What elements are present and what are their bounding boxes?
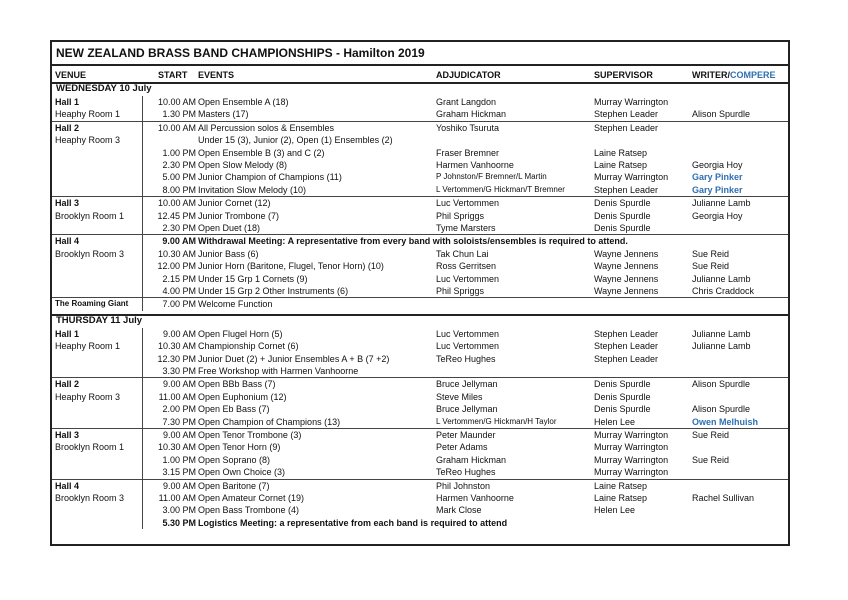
adjudicator-cell: Harmen Vanhoorne bbox=[436, 160, 514, 170]
writer-cell: Alison Spurdle bbox=[692, 109, 751, 120]
adjudicator-cell: Peter Adams bbox=[436, 442, 488, 453]
event-cell: Open Bass Trombone (4) bbox=[198, 505, 300, 516]
writer-cell: Sue Reid bbox=[692, 261, 730, 272]
header-writer: WRITER/ bbox=[692, 70, 730, 80]
supervisor-cell: Murray Warrington bbox=[594, 172, 669, 183]
start-time-cell: 12.00 PM bbox=[157, 261, 196, 272]
adjudicator-cell: Grant Langdon bbox=[436, 97, 497, 107]
venue-cell: Heaphy Room 1 bbox=[55, 109, 121, 120]
header-writer-compere bbox=[692, 70, 776, 80]
adjudicator-cell: Phil Spriggs bbox=[436, 286, 485, 296]
start-time-cell: 3.15 PM bbox=[162, 467, 196, 478]
adjudicator-cell: Peter Maunder bbox=[436, 430, 496, 440]
writer-cell: Julianne Lamb bbox=[692, 328, 751, 339]
writer-cell: Alison Spurdle bbox=[692, 379, 751, 390]
supervisor-cell: Wayne Jennens bbox=[594, 286, 659, 296]
adjudicator-cell: Tyme Marsters bbox=[436, 223, 496, 233]
writer-cell: Sue Reid bbox=[692, 430, 730, 440]
supervisor-cell: Wayne Jennens bbox=[594, 248, 659, 259]
start-time-cell: 12.30 PM bbox=[157, 353, 196, 364]
header-events: EVENTS bbox=[198, 70, 235, 80]
writer-cell: Georgia Hoy bbox=[692, 160, 743, 170]
supervisor-cell: Laine Ratsep bbox=[594, 147, 648, 158]
day-divider bbox=[52, 314, 788, 316]
supervisor-cell: Murray Warrington bbox=[594, 97, 669, 107]
adjudicator-cell: Luc Vertommen bbox=[436, 273, 500, 284]
adjudicator-cell: L Vertommen/G Hickman/T Bremner bbox=[436, 184, 565, 194]
venue-cell: Heaphy Room 3 bbox=[55, 391, 121, 402]
event-cell: Under 15 (3), Junior (2), Open (1) Ensembles (2) bbox=[198, 135, 393, 146]
supervisor-cell: Denis Spurdle bbox=[594, 223, 651, 233]
event-cell: Junior Duet (2) + Junior Ensembles A + B (7 +2) bbox=[198, 353, 390, 364]
start-time-cell: 10.30 AM bbox=[157, 248, 196, 259]
event-cell: Under 15 Grp 1 Cornets (9) bbox=[198, 273, 308, 284]
supervisor-cell: Denis Spurdle bbox=[594, 210, 651, 221]
start-time-cell: 2.00 PM bbox=[162, 404, 196, 415]
start-time-cell: 2.15 PM bbox=[162, 273, 196, 284]
event-cell: Free Workshop with Harmen Vanhoorne bbox=[198, 366, 359, 376]
header-adjudicator: ADJUDICATOR bbox=[436, 70, 501, 80]
start-time-cell: 1.30 PM bbox=[162, 109, 196, 120]
start-time-cell: 12.45 PM bbox=[157, 210, 196, 221]
day-divider bbox=[52, 82, 788, 84]
start-time-cell: 10.00 AM bbox=[157, 122, 196, 133]
supervisor-cell: Stephen Leader bbox=[594, 328, 659, 339]
event-cell: Withdrawal Meeting: A representative from every band with soloists/ensembles is required to attend. bbox=[198, 236, 628, 247]
venue-cell: Heaphy Room 3 bbox=[55, 135, 121, 146]
supervisor-cell: Laine Ratsep bbox=[594, 493, 648, 503]
start-time-cell: 10.00 AM bbox=[157, 97, 196, 107]
venue-cell: Hall 4 bbox=[55, 480, 80, 491]
event-cell: Junior Champion of Champions (11) bbox=[198, 172, 342, 183]
venue-column-divider bbox=[142, 328, 143, 529]
supervisor-cell: Stephen Leader bbox=[594, 109, 659, 120]
event-cell: Open Champion of Champions (13) bbox=[198, 416, 341, 427]
header-start: START bbox=[158, 70, 188, 80]
event-cell: Masters (17) bbox=[198, 109, 249, 120]
adjudicator-cell: Steve Miles bbox=[436, 391, 483, 402]
writer-cell: Georgia Hoy bbox=[692, 210, 743, 221]
writer-cell: Rachel Sullivan bbox=[692, 493, 755, 503]
venue-cell: Heaphy Room 1 bbox=[55, 341, 121, 352]
start-time-cell: 2.30 PM bbox=[162, 223, 196, 233]
event-cell: Open Ensemble A (18) bbox=[198, 97, 289, 107]
adjudicator-cell: Ross Gerritsen bbox=[436, 261, 497, 272]
venue-cell: The Roaming Giant bbox=[55, 299, 129, 309]
venue-cell: Brooklyn Room 1 bbox=[55, 442, 125, 453]
start-time-cell: 9.00 AM bbox=[162, 430, 196, 440]
supervisor-cell: Wayne Jennens bbox=[594, 261, 659, 272]
writer-cell: Alison Spurdle bbox=[692, 404, 751, 415]
adjudicator-cell: Graham Hickman bbox=[436, 454, 507, 465]
header-venue: VENUE bbox=[55, 70, 87, 80]
writer-cell: Chris Craddock bbox=[692, 286, 755, 296]
adjudicator-cell: Graham Hickman bbox=[436, 109, 507, 120]
adjudicator-cell: Phil Johnston bbox=[436, 480, 491, 491]
day-heading: THURSDAY 11 July bbox=[56, 314, 143, 326]
event-cell: Open Duet (18) bbox=[198, 223, 261, 233]
venue-cell: Hall 3 bbox=[55, 198, 80, 209]
supervisor-cell: Helen Lee bbox=[594, 505, 636, 516]
event-cell: All Percussion solos & Ensembles bbox=[198, 122, 335, 133]
supervisor-cell: Murray Warrington bbox=[594, 467, 669, 478]
start-time-cell: 9.00 AM bbox=[162, 236, 196, 247]
venue-column-divider bbox=[142, 96, 143, 311]
venue-cell: Hall 1 bbox=[55, 328, 80, 339]
supervisor-cell: Murray Warrington bbox=[594, 454, 669, 465]
writer-cell: Owen Melhuish bbox=[692, 416, 759, 427]
start-time-cell: 9.00 AM bbox=[162, 328, 196, 339]
start-time-cell: 11.00 AM bbox=[158, 391, 196, 402]
event-cell: Open Soprano (8) bbox=[198, 454, 271, 465]
event-cell: Open BBb Bass (7) bbox=[198, 379, 276, 390]
schedule-sheet bbox=[50, 40, 790, 546]
adjudicator-cell: TeReo Hughes bbox=[436, 353, 496, 364]
venue-cell: Hall 1 bbox=[55, 97, 80, 107]
writer-cell: Sue Reid bbox=[692, 248, 730, 259]
adjudicator-cell: Bruce Jellyman bbox=[436, 379, 498, 390]
writer-cell: Sue Reid bbox=[692, 454, 730, 465]
start-time-cell: 1.00 PM bbox=[162, 454, 196, 465]
event-cell: Junior Horn (Baritone, Flugel, Tenor Horn) (10) bbox=[198, 261, 384, 272]
event-cell: Invitation Slow Melody (10) bbox=[198, 184, 307, 195]
adjudicator-cell: Luc Vertommen bbox=[436, 341, 500, 352]
header-supervisor: SUPERVISOR bbox=[594, 70, 653, 80]
writer-cell: Gary Pinker bbox=[692, 172, 743, 183]
venue-cell: Brooklyn Room 3 bbox=[55, 248, 125, 259]
supervisor-cell: Murray Warrington bbox=[594, 430, 669, 440]
start-time-cell: 3.00 PM bbox=[162, 505, 196, 516]
start-time-cell: 5.00 PM bbox=[162, 172, 196, 183]
event-cell: Open Amateur Cornet (19) bbox=[198, 493, 305, 503]
event-cell: Open Euphonium (12) bbox=[198, 391, 287, 402]
page-title: NEW ZEALAND BRASS BAND CHAMPIONSHIPS - Hamilton 2019 bbox=[56, 46, 425, 60]
supervisor-cell: Laine Ratsep bbox=[594, 480, 648, 491]
supervisor-cell: Stephen Leader bbox=[594, 341, 659, 352]
start-time-cell: 10.30 AM bbox=[157, 341, 196, 352]
event-cell: Open Eb Bass (7) bbox=[198, 404, 270, 415]
writer-cell: Gary Pinker bbox=[692, 184, 743, 195]
start-time-cell: 1.00 PM bbox=[162, 147, 196, 158]
supervisor-cell: Helen Lee bbox=[594, 416, 636, 427]
supervisor-cell: Stephen Leader bbox=[594, 184, 659, 195]
event-cell: Championship Cornet (6) bbox=[198, 341, 299, 352]
venue-cell: Hall 4 bbox=[55, 236, 80, 247]
writer-cell: Julianne Lamb bbox=[692, 341, 751, 352]
event-cell: Junior Trombone (7) bbox=[198, 210, 280, 221]
adjudicator-cell: P Johnston/F Bremner/L Martin bbox=[436, 172, 547, 182]
supervisor-cell: Murray Warrington bbox=[594, 442, 669, 453]
supervisor-cell: Laine Ratsep bbox=[594, 160, 648, 170]
start-time-cell: 11.00 AM bbox=[158, 493, 196, 503]
adjudicator-cell: Tak Chun Lai bbox=[436, 248, 489, 259]
adjudicator-cell: Yoshiko Tsuruta bbox=[436, 122, 500, 133]
start-time-cell: 5.30 PM bbox=[162, 517, 196, 528]
event-cell: Welcome Function bbox=[198, 299, 273, 310]
event-cell: Open Baritone (7) bbox=[198, 480, 270, 491]
supervisor-cell: Denis Spurdle bbox=[594, 391, 651, 402]
event-cell: Open Tenor Horn (9) bbox=[198, 442, 281, 453]
start-time-cell: 7.30 PM bbox=[162, 416, 196, 427]
venue-cell: Brooklyn Room 1 bbox=[55, 210, 125, 221]
event-cell: Open Tenor Trombone (3) bbox=[198, 430, 302, 440]
event-cell: Open Own Choice (3) bbox=[198, 467, 286, 478]
writer-cell: Julianne Lamb bbox=[692, 273, 751, 284]
start-time-cell: 10.30 AM bbox=[157, 442, 196, 453]
writer-cell: Julianne Lamb bbox=[692, 198, 751, 209]
adjudicator-cell: Phil Spriggs bbox=[436, 210, 485, 221]
day-heading: WEDNESDAY 10 July bbox=[56, 83, 152, 94]
adjudicator-cell: Fraser Bremner bbox=[436, 147, 500, 158]
supervisor-cell: Wayne Jennens bbox=[594, 273, 659, 284]
event-cell: Open Slow Melody (8) bbox=[198, 160, 288, 170]
supervisor-cell: Denis Spurdle bbox=[594, 404, 651, 415]
header-compere: COMPERE bbox=[730, 70, 776, 80]
event-cell: Junior Cornet (12) bbox=[198, 198, 271, 209]
title-divider bbox=[52, 64, 788, 66]
adjudicator-cell: Harmen Vanhoorne bbox=[436, 493, 514, 503]
event-cell: Under 15 Grp 2 Other Instruments (6) bbox=[198, 286, 349, 296]
start-time-cell: 10.00 AM bbox=[157, 198, 196, 209]
event-cell: Logistics Meeting: a representative from each band is required to attend bbox=[198, 517, 508, 528]
adjudicator-cell: Luc Vertommen bbox=[436, 198, 500, 209]
adjudicator-cell: TeReo Hughes bbox=[436, 467, 496, 478]
venue-cell: Hall 3 bbox=[55, 430, 80, 440]
event-cell: Open Ensemble B (3) and C (2) bbox=[198, 147, 325, 158]
start-time-cell: 9.00 AM bbox=[162, 379, 196, 390]
supervisor-cell: Denis Spurdle bbox=[594, 379, 651, 390]
start-time-cell: 3.30 PM bbox=[162, 366, 196, 376]
adjudicator-cell: Mark Close bbox=[436, 505, 482, 516]
adjudicator-cell: L Vertommen/G Hickman/H Taylor bbox=[436, 416, 557, 426]
supervisor-cell: Denis Spurdle bbox=[594, 198, 651, 209]
adjudicator-cell: Luc Vertommen bbox=[436, 328, 500, 339]
venue-cell: Brooklyn Room 3 bbox=[55, 493, 125, 503]
venue-cell: Hall 2 bbox=[55, 122, 80, 133]
venue-cell: Hall 2 bbox=[55, 379, 80, 390]
start-time-cell: 4.00 PM bbox=[162, 286, 196, 296]
event-cell: Open Flugel Horn (5) bbox=[198, 328, 283, 339]
start-time-cell: 2.30 PM bbox=[162, 160, 196, 170]
start-time-cell: 7.00 PM bbox=[162, 299, 196, 310]
supervisor-cell: Stephen Leader bbox=[594, 122, 659, 133]
start-time-cell: 9.00 AM bbox=[162, 480, 196, 491]
supervisor-cell: Stephen Leader bbox=[594, 353, 659, 364]
adjudicator-cell: Bruce Jellyman bbox=[436, 404, 498, 415]
start-time-cell: 8.00 PM bbox=[162, 184, 196, 195]
event-cell: Junior Bass (6) bbox=[198, 248, 259, 259]
